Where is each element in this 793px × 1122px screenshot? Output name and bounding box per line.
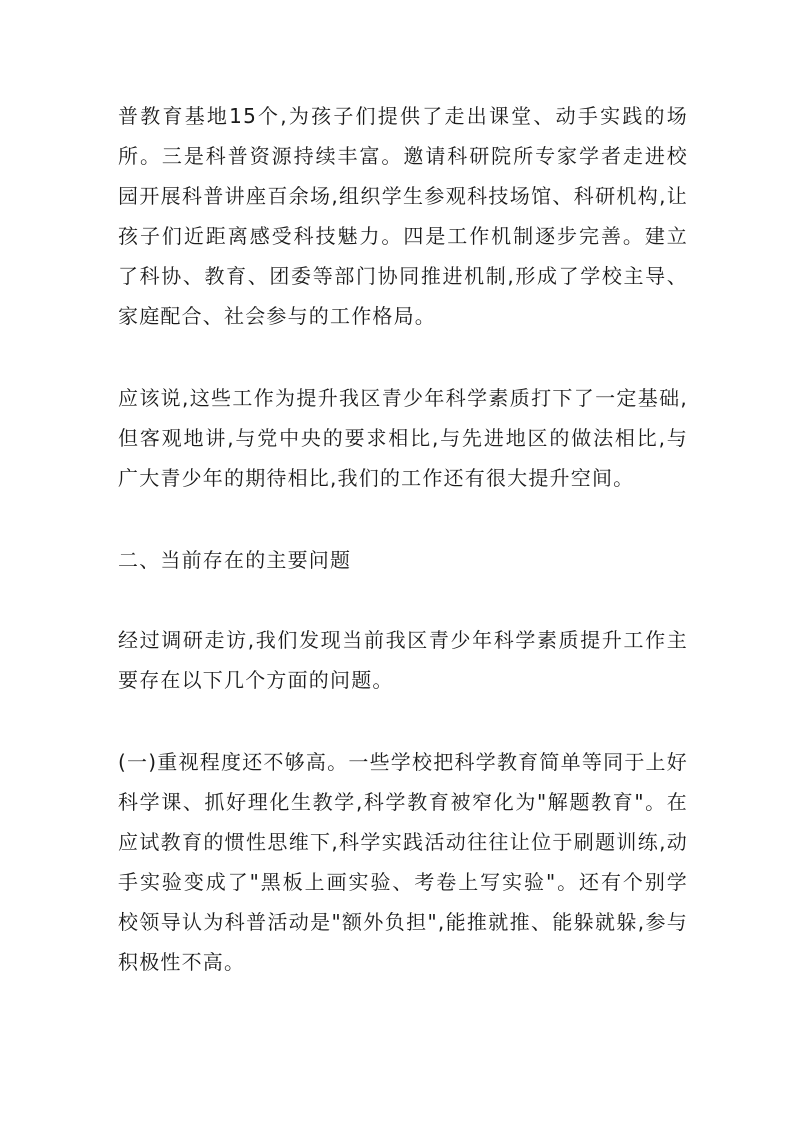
paragraph-progress: 普教育基地15个,为孩子们提供了走出课堂、动手实践的场所。三是科普资源持续丰富。邀请科研院所专家学者走进校园开展科普讲座百余场,组织学生参观科技场馆、科研机构,让孩子们近距离感受科技魅力。四是工作机制逐步完善。建立了科协、教育、团委等部门协同推进机制,形成了学校主导、家庭配合、社会参与的工作格局。 — [118, 104, 688, 328]
paragraph-assessment: 应该说,这些工作为提升我区青少年科学素质打下了一定基础,但客观地讲,与党中央的要求相比,与先进地区的做法相比,与广大青少年的期待相比,我们的工作还有很大提升空间。 — [118, 386, 688, 490]
paragraph-problem-one: (一)重视程度还不够高。一些学校把科学教育简单等同于上好科学课、抓好理化生教学,科学教育被窄化为"解题教育"。在应试教育的惯性思维下,科学实践活动往往让位于刷题训练,动手实验变成了"黑板上画实验、考卷上写实验"。还有个别学校领导认为科普活动是"额外负担",能推就推、能躲就躲,参与积极性不高。 — [118, 750, 688, 974]
document-body — [118, 96, 688, 1024]
paragraph-problems-intro: 经过调研走访,我们发现当前我区青少年科学素质提升工作主要存在以下几个方面的问题。 — [118, 628, 688, 692]
section-heading-problems: 二、当前存在的主要问题 — [118, 548, 352, 572]
